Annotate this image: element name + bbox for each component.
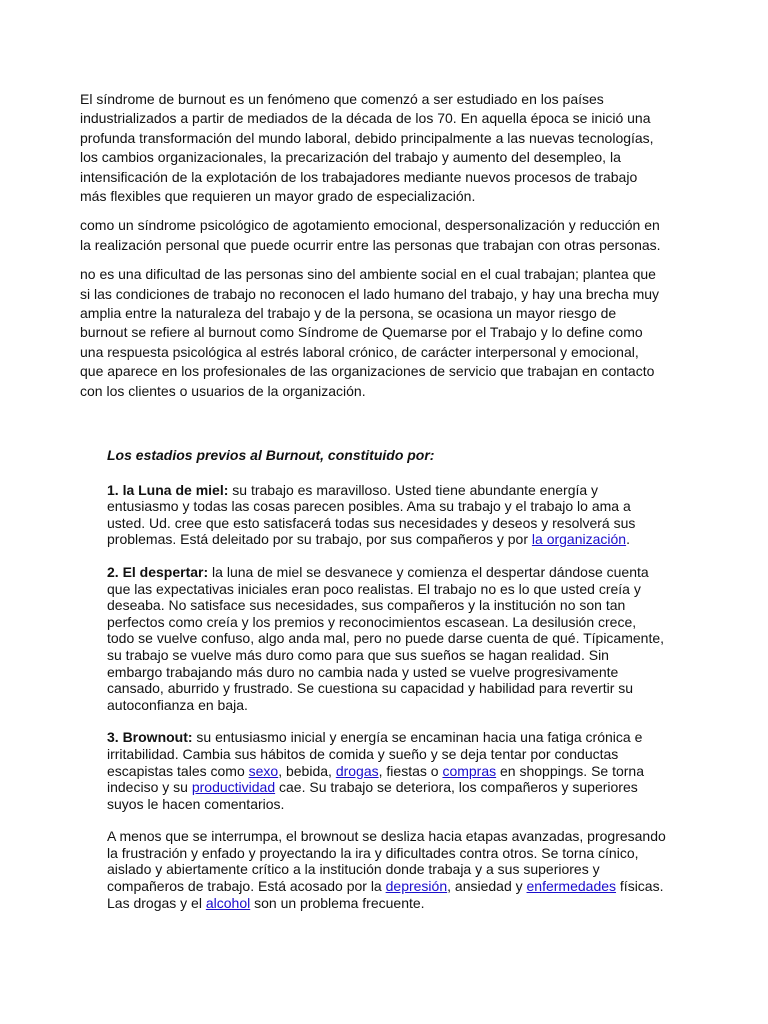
link-enfermedades[interactable]: enfermedades xyxy=(526,878,617,895)
stage-4-paragraph xyxy=(107,828,667,911)
intro-paragraph-1: El síndrome de burnout es un fenómeno que comenzó a ser estudiado en los países industrializados a partir de mediados de la década de los 70. En aquella época se inició una profunda transformación del mundo laboral, debido principalmente a las nuevas tecnologías, los cambios organizacionales, la precarización del trabajo y aumento del desempleo, la intensificación de la explotación de los trabajadores mediante nuevos procesos de trabajo más flexibles que requieren un mayor grado de especialización. xyxy=(80,91,654,205)
stage-1-end: . xyxy=(626,531,630,548)
intro-section xyxy=(80,90,665,411)
stage-3-paragraph xyxy=(107,729,667,812)
stage-2-paragraph xyxy=(107,564,667,713)
link-sexo[interactable]: sexo xyxy=(248,762,279,779)
stage-3-text-2: , bebida, xyxy=(278,762,336,779)
intro-paragraph-3: no es una dificultad de las personas sino del ambiente social en el cual trabajan; plantea que si las condiciones de trabajo no reconocen el lado humano del trabajo, y hay una brecha muy amplia entre la naturaleza del trabajo y de la persona, se ocasiona un mayor riesgo de burnout se refiere al burnout como Síndrome de Quemarse por el Trabajo y lo define como una respuesta psicológica al estrés laboral crónico, de carácter interpersonal y emocional, que aparece en los profesionales de las organizaciones de servicio que trabajan en contacto con los clientes o usuarios de la organización. xyxy=(80,266,660,399)
link-alcohol[interactable]: alcohol xyxy=(205,894,251,911)
stage-1-text: su trabajo es maravilloso. Usted tiene abundante energía y entusiasmo y todas las cosas parecen posibles. Ama su trabajo y el trabajo lo ama a usted. Ud. cree que esto satisfacerá todas sus necesidades y deseos y resolverá sus problemas. Está deleitado por su trabajo, por sus compañeros y por xyxy=(107,481,636,548)
stage-3-label: 3. Brownout: xyxy=(107,729,193,746)
stage-3-text-4: en shoppings. Se torna indeciso y su xyxy=(107,762,645,796)
link-drogas[interactable]: drogas xyxy=(335,762,379,779)
intro-paragraph-2: como un síndrome psicológico de agotamiento emocional, despersonalización y reducción en la realización personal que puede ocurrir entre las personas que trabajan con otras personas. xyxy=(80,217,661,253)
stage-3-text-5: cae. Su trabajo se deteriora, los compañeros y superiores suyos le hacen comentarios. xyxy=(107,779,638,812)
stage-2-text: la luna de miel se desvanece y comienza el despertar dándose cuenta que las expectativas iniciales eran poco realistas. El trabajo no es lo que usted creía y deseaba. No satisface sus necesidades, sus compañeros y la institución no son tan perfectos como creía y los premios y reconocimientos escasean. La desilusión crece, todo se vuelve confuso, algo anda mal, pero no puede darse cuenta de qué. Típicamente, su trabajo se vuelve más duro como para que sus sueños se hagan realidad. Sin embargo trabajando más duro no cambia nada y usted se vuelve progresivamente cansado, aburrido y frustrado. Se cuestiona su capacidad y habilidad para revertir su autoconfianza en baja. xyxy=(107,563,665,713)
stage-1-paragraph xyxy=(107,482,667,548)
stages-heading: Los estadios previos al Burnout, constituido por: xyxy=(107,447,435,463)
stage-2-label: 2. El despertar: xyxy=(107,563,209,580)
link-la-organizacion[interactable]: la organización xyxy=(531,531,627,548)
stage-3-text-3: , fiestas o xyxy=(378,762,443,779)
link-compras[interactable]: compras xyxy=(442,762,497,779)
stage-4-text-3: físicas. Las drogas y el xyxy=(107,878,664,911)
stage-4-text-2: , ansiedad y xyxy=(447,878,527,895)
link-productividad[interactable]: productividad xyxy=(191,779,276,796)
stage-4-text-4: son un problema frecuente. xyxy=(250,894,425,911)
stage-3-text-1: su entusiasmo inicial y energía se encaminan hacia una fatiga crónica e irritabilidad. Cambia sus hábitos de comida y sueño y se deja tentar por conductas escapistas tales como xyxy=(107,729,643,779)
burnout-stages-section xyxy=(107,447,667,927)
link-depresion[interactable]: depresión xyxy=(385,878,448,895)
stage-1-label: 1. la Luna de miel: xyxy=(107,481,229,498)
stage-4-text-1: A menos que se interrumpa, el brownout se desliza hacia etapas avanzadas, progresando la frustración y enfado y proyectando la ira y dificultades contra otros. Se torna cínico, aislado y abiertamente crítico a la institución donde trabaja y a sus superiores y compañeros de trabajo. Está acosado por la xyxy=(107,828,666,895)
